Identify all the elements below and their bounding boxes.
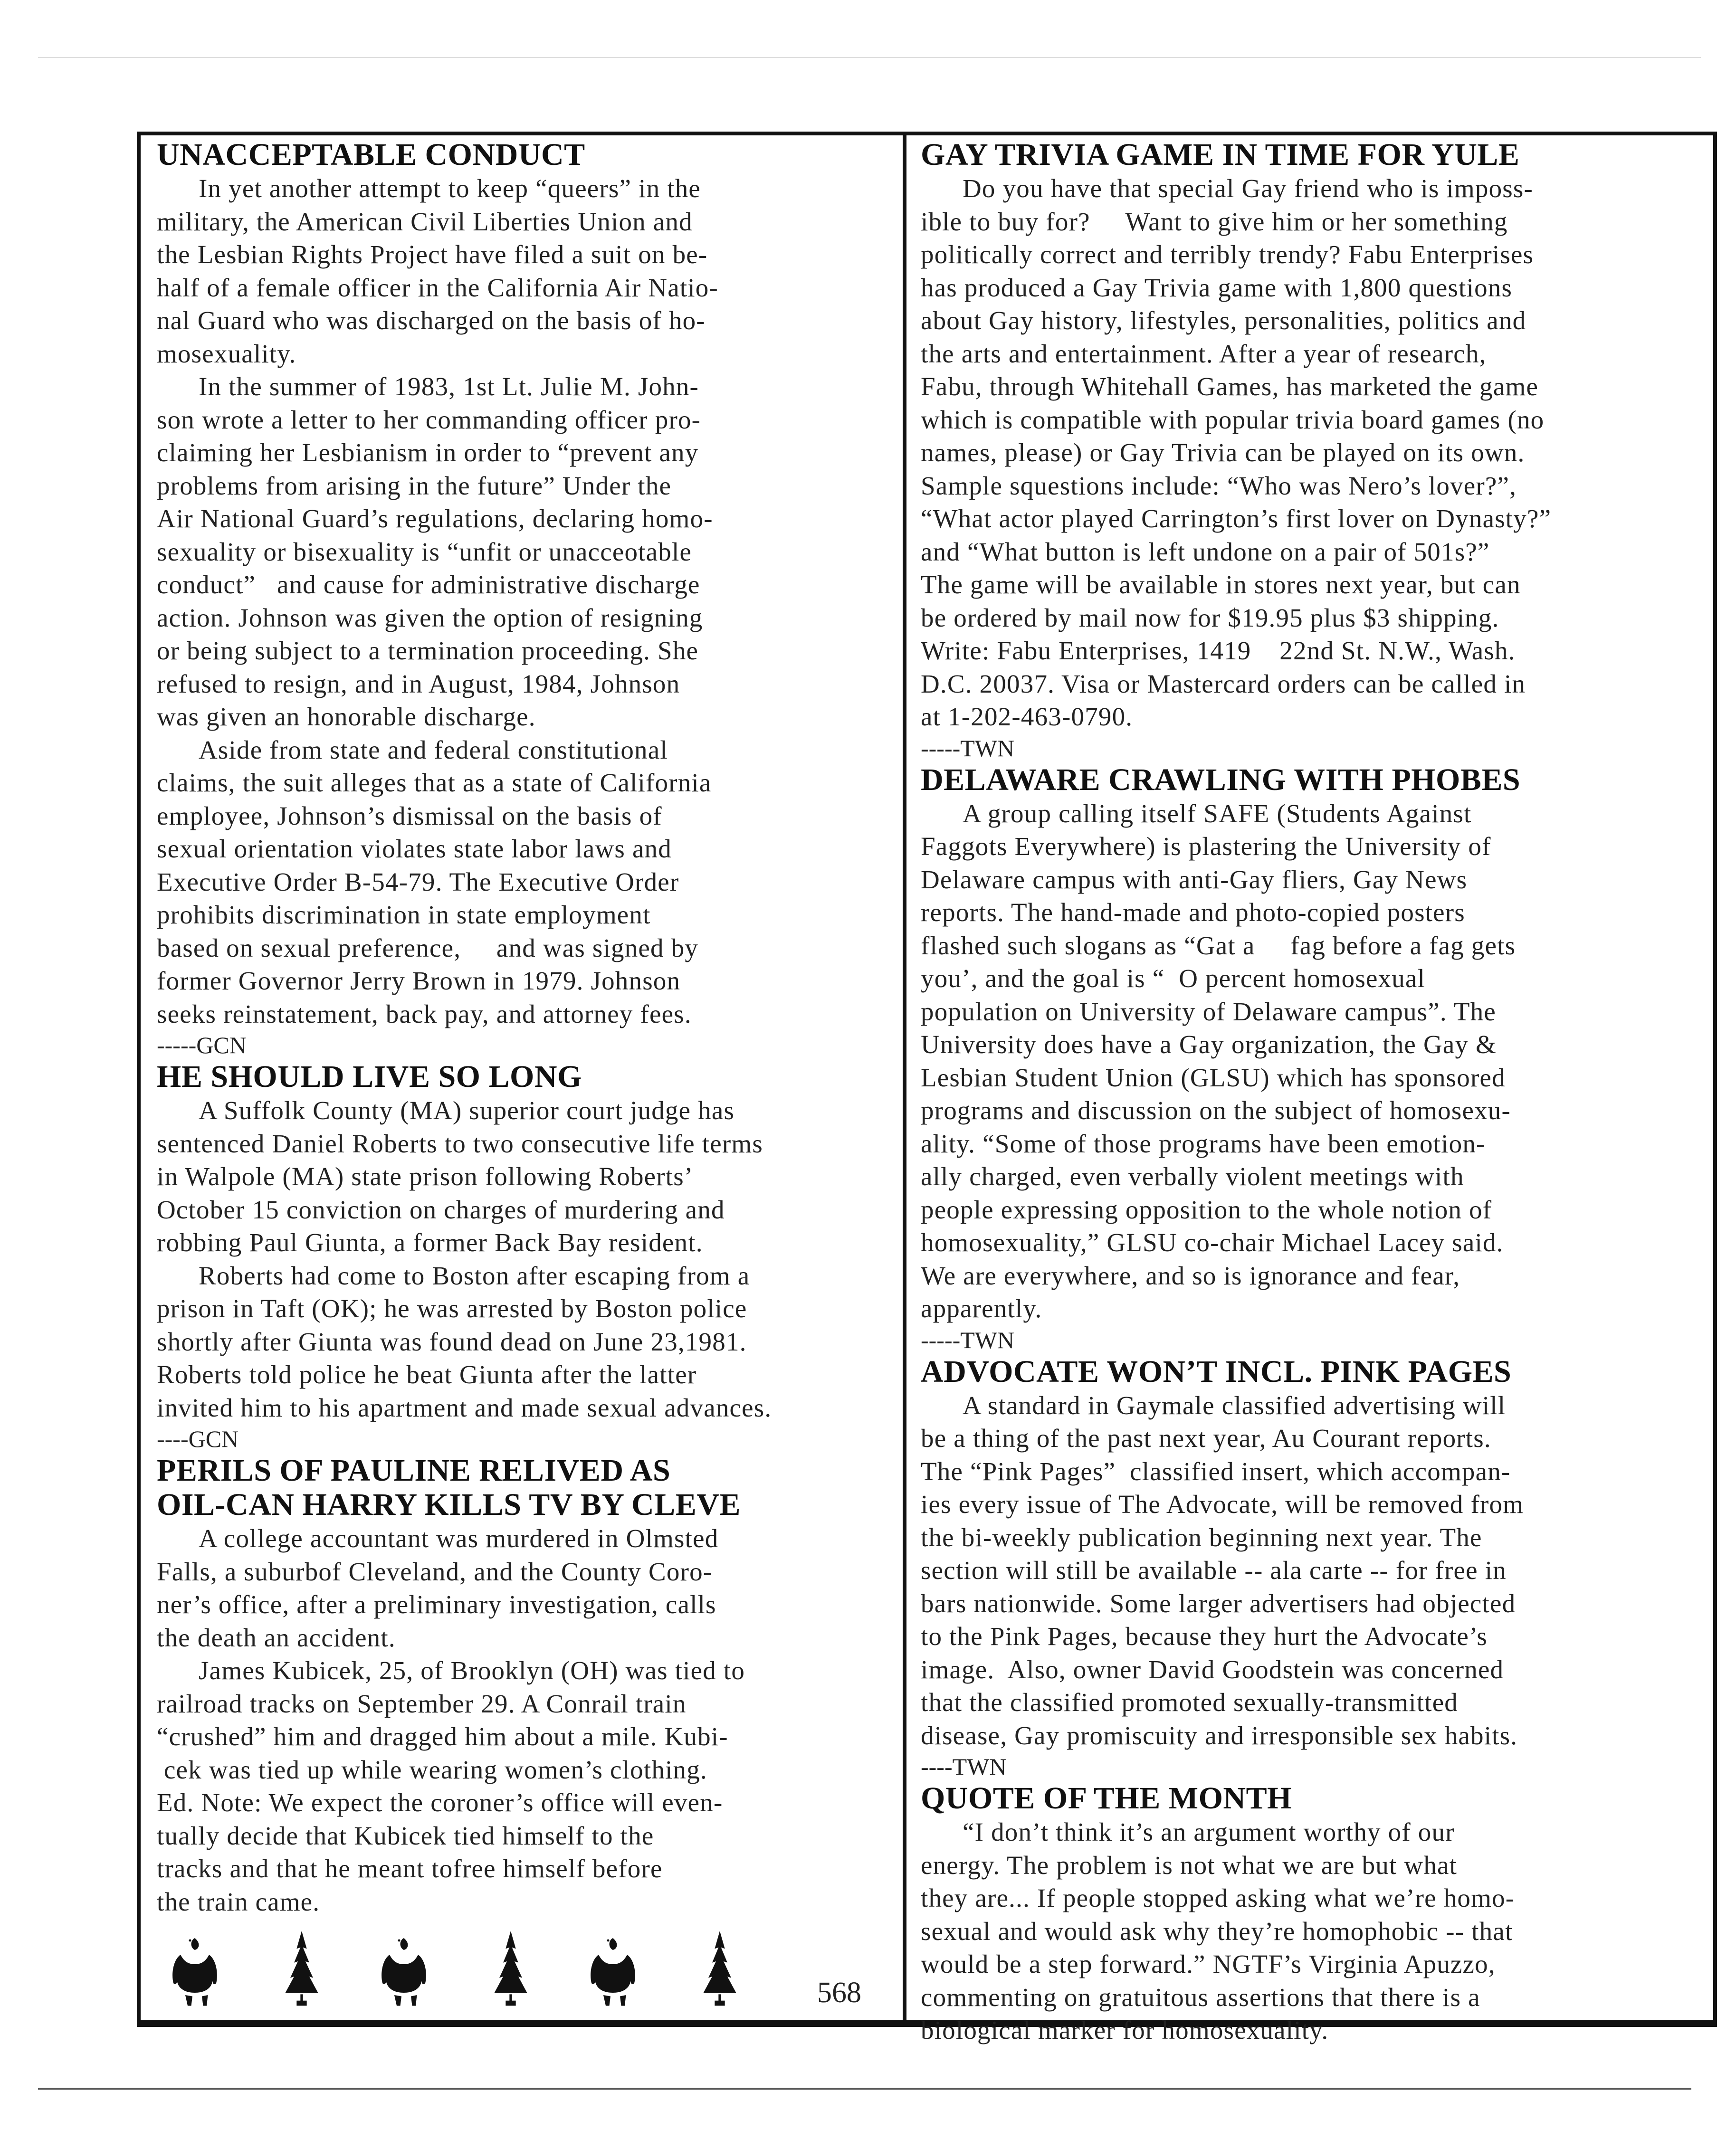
text-line: at 1-202-463-0790. xyxy=(921,702,1133,731)
text-line: ner’s office, after a preliminary investigation, calls xyxy=(157,1590,716,1619)
article xyxy=(157,1060,898,1454)
text-line: was given an honorable discharge. xyxy=(157,702,536,731)
text-line: “What actor played Carrington’s first lover on Dynasty?” xyxy=(921,504,1552,533)
article-paragraph xyxy=(921,172,1709,733)
text-line: In the summer of 1983, 1st Lt. Julie M. John- xyxy=(199,372,699,401)
article-signoff: -----TWN xyxy=(921,1326,1015,1353)
text-line: or being subject to a termination proceeding. She xyxy=(157,636,699,665)
text-line: the train came. xyxy=(157,1887,320,1916)
text-line: apparently. xyxy=(921,1294,1042,1323)
text-line: sexual orientation violates state labor laws and xyxy=(157,834,672,863)
text-line: Falls, a suburbof Cleveland, and the County Coro- xyxy=(157,1557,713,1586)
column-divider xyxy=(903,132,906,2027)
text-line: A standard in Gaymale classified advertising will xyxy=(963,1390,1506,1420)
text-line: University does have a Gay organization, the Gay & xyxy=(921,1030,1497,1059)
text-line: A Suffolk County (MA) superior court judge has xyxy=(199,1096,735,1125)
article-paragraph xyxy=(921,797,1709,1325)
text-line: Do you have that special Gay friend who is imposs- xyxy=(963,174,1534,203)
text-line: the arts and entertainment. After a year of research, xyxy=(921,339,1487,368)
text-line: they are... If people stopped asking what we’re homo- xyxy=(921,1883,1515,1912)
text-line: son wrote a letter to her commanding officer pro- xyxy=(157,405,701,434)
text-line: reports. The hand-made and photo-copied posters xyxy=(921,898,1465,927)
article-paragraph xyxy=(157,1259,898,1425)
text-line: that the classified promoted sexually-transmitted xyxy=(921,1688,1459,1717)
scan-edge-top xyxy=(38,57,1701,58)
text-line: flashed such slogans as “Gat a fag before a fag gets xyxy=(921,931,1516,960)
text-line: Air National Guard’s regulations, declaring homo- xyxy=(157,504,713,533)
text-line: Roberts had come to Boston after escaping from a xyxy=(199,1261,750,1290)
tree-icon xyxy=(489,1931,532,2009)
text-line: employee, Johnson’s dismissal on the basis of xyxy=(157,801,662,830)
text-line: you’, and the goal is “ O percent homosexual xyxy=(921,964,1426,993)
text-line: would be a step forward.” NGTF’s Virginia Apuzzo, xyxy=(921,1949,1496,1978)
text-line: programs and discussion on the subject of homosexu- xyxy=(921,1096,1511,1125)
text-line: shortly after Giunta was found dead on June 23,1981. xyxy=(157,1327,747,1356)
text-line: names, please) or Gay Trivia can be played on its own. xyxy=(921,438,1525,467)
text-line: The game will be available in stores next year, but can xyxy=(921,570,1521,599)
text-line: and “What button is left undone on a pair of 501s?” xyxy=(921,537,1490,566)
right-column xyxy=(921,138,1709,2047)
text-line: people expressing opposition to the whole notion of xyxy=(921,1195,1492,1224)
text-line: The “Pink Pages” classified insert, which accompan- xyxy=(921,1456,1511,1486)
text-line: politically correct and terribly trendy? Fabu Enterprises xyxy=(921,240,1534,269)
text-line: prison in Taft (OK); he was arrested by Boston police xyxy=(157,1294,747,1323)
text-line: in Walpole (MA) state prison following Roberts’ xyxy=(157,1162,694,1191)
text-line: Fabu, through Whitehall Games, has marketed the game xyxy=(921,372,1539,401)
scan-edge-bottom xyxy=(38,2088,1691,2090)
text-line: based on sexual preference, and was signed by xyxy=(157,933,699,962)
text-line: nal Guard who was discharged on the basis of ho- xyxy=(157,306,706,335)
text-line: tracks and that he meant tofree himself before xyxy=(157,1854,663,1883)
article-paragraph xyxy=(157,1094,898,1259)
article-paragraph xyxy=(157,1654,898,1918)
text-line: ible to buy for? Want to give him or her something xyxy=(921,207,1508,236)
text-line: Sample squestions include: “Who was Nero’s lover?”, xyxy=(921,471,1517,500)
text-line: railroad tracks on September 29. A Conrail train xyxy=(157,1689,687,1718)
text-line: military, the American Civil Liberties Union and xyxy=(157,207,693,236)
article xyxy=(921,1781,1709,2047)
text-line: section will still be available -- ala carte -- for free in xyxy=(921,1556,1507,1585)
text-line: refused to resign, and in August, 1984, Johnson xyxy=(157,669,680,698)
text-line: Ed. Note: We expect the coroner’s office will even- xyxy=(157,1788,723,1817)
text-line: D.C. 20037. Visa or Mastercard orders can be called in xyxy=(921,669,1526,698)
decoration-row xyxy=(143,1938,770,2009)
article-signoff: -----TWN xyxy=(921,734,1015,761)
article xyxy=(157,1454,898,1918)
text-line: biological marker for homosexuality. xyxy=(921,2016,1329,2044)
text-line: claims, the suit alleges that as a state of California xyxy=(157,768,712,797)
text-line: image. Also, owner David Goodstein was concerned xyxy=(921,1655,1504,1684)
text-line: cek was tied up while wearing women’s clothing. xyxy=(157,1755,707,1784)
text-line: energy. The problem is not what we are but what xyxy=(921,1850,1458,1880)
text-line: half of a female officer in the California Air Natio- xyxy=(157,273,718,302)
text-line: Delaware campus with anti-Gay fliers, Gay News xyxy=(921,865,1468,894)
santa-icon xyxy=(380,1936,432,2009)
article-signoff: ----GCN xyxy=(157,1426,239,1452)
text-line: problems from arising in the future” Under the xyxy=(157,471,672,500)
text-line: conduct” and cause for administrative discharge xyxy=(157,570,700,599)
text-line: claiming her Lesbianism in order to “prevent any xyxy=(157,438,699,467)
tree-icon xyxy=(698,1931,741,2009)
text-line: mosexuality. xyxy=(157,339,296,368)
text-line: about Gay history, lifestyles, personalities, politics and xyxy=(921,306,1526,335)
text-line: robbing Paul Giunta, a former Back Bay resident. xyxy=(157,1228,703,1257)
article xyxy=(157,138,898,1060)
article xyxy=(921,138,1709,763)
article-paragraph xyxy=(157,733,898,1031)
text-line: action. Johnson was given the option of resigning xyxy=(157,603,703,632)
text-line: A college accountant was murdered in Olmsted xyxy=(199,1524,719,1553)
santa-icon xyxy=(171,1936,223,2009)
article-heading: OIL-CAN HARRY KILLS TV BY CLEVE xyxy=(157,1487,741,1522)
page-number: 568 xyxy=(817,1977,861,2009)
article-heading: UNACCEPTABLE CONDUCT xyxy=(157,137,585,172)
article-heading: HE SHOULD LIVE SO LONG xyxy=(157,1059,582,1094)
text-line: the death an accident. xyxy=(157,1623,396,1652)
text-line: which is compatible with popular trivia board games (no xyxy=(921,405,1545,434)
article-paragraph xyxy=(157,1522,898,1654)
text-line: the bi-weekly publication beginning next year. The xyxy=(921,1522,1482,1552)
text-line: be ordered by mail now for $19.95 plus $3 shipping. xyxy=(921,603,1499,632)
article-heading: PERILS OF PAULINE RELIVED AS xyxy=(157,1453,671,1488)
article-heading: ADVOCATE WON’T INCL. PINK PAGES xyxy=(921,1354,1512,1389)
text-line: prohibits discrimination in state employment xyxy=(157,900,651,929)
text-line: Aside from state and federal constitutional xyxy=(199,735,668,764)
text-line: ally charged, even verbally violent meetings with xyxy=(921,1162,1464,1191)
text-line: Faggots Everywhere) is plastering the University of xyxy=(921,832,1491,861)
text-line: has produced a Gay Trivia game with 1,800 questions xyxy=(921,273,1513,302)
text-line: be a thing of the past next year, Au Courant reports. xyxy=(921,1424,1491,1453)
text-line: bars nationwide. Some larger advertisers had objected xyxy=(921,1588,1516,1618)
text-line: sexuality or bisexuality is “unfit or unacceotable xyxy=(157,537,692,566)
article-heading: QUOTE OF THE MONTH xyxy=(921,1781,1292,1816)
text-line: homosexuality,” GLSU co-chair Michael Lacey said. xyxy=(921,1228,1504,1257)
text-line: sentenced Daniel Roberts to two consecutive life terms xyxy=(157,1129,763,1158)
article-paragraph xyxy=(921,1816,1709,2047)
tree-icon xyxy=(280,1931,323,2009)
text-line: the Lesbian Rights Project have filed a suit on be- xyxy=(157,240,708,269)
text-line: Lesbian Student Union (GLSU) which has sponsored xyxy=(921,1063,1506,1092)
text-line: sexual and would ask why they’re homophobic -- that xyxy=(921,1916,1513,1946)
text-line: In yet another attempt to keep “queers” in the xyxy=(199,174,701,203)
article-heading: GAY TRIVIA GAME IN TIME FOR YULE xyxy=(921,137,1520,172)
article-signoff: -----GCN xyxy=(157,1032,247,1058)
text-line: We are everywhere, and so is ignorance and fear, xyxy=(921,1261,1460,1290)
article-paragraph xyxy=(157,370,898,733)
text-line: Executive Order B-54-79. The Executive Order xyxy=(157,867,679,896)
article-paragraph xyxy=(157,172,898,370)
text-line: population on University of Delaware campus”. The xyxy=(921,997,1496,1026)
text-line: A group calling itself SAFE (Students Against xyxy=(963,799,1472,828)
left-column xyxy=(157,138,898,1918)
article-signoff: ----TWN xyxy=(921,1753,1007,1780)
article xyxy=(921,763,1709,1355)
text-line: to the Pink Pages, because they hurt the Advocate’s xyxy=(921,1622,1488,1651)
text-line: invited him to his apartment and made sexual advances. xyxy=(157,1393,772,1422)
text-line: James Kubicek, 25, of Brooklyn (OH) was tied to xyxy=(199,1656,745,1685)
text-line: ies every issue of The Advocate, will be removed from xyxy=(921,1490,1524,1519)
text-line: “crushed” him and dragged him about a mile. Kubi- xyxy=(157,1722,728,1751)
text-line: Roberts told police he beat Giunta after the latter xyxy=(157,1360,697,1389)
text-line: commenting on gratuitous assertions that there is a xyxy=(921,1982,1480,2012)
text-line: ality. “Some of those programs have been emotion- xyxy=(921,1129,1486,1158)
text-line: Write: Fabu Enterprises, 1419 22nd St. N.W., Wash. xyxy=(921,636,1516,665)
text-line: seeks reinstatement, back pay, and attorney fees. xyxy=(157,999,692,1028)
article-heading: DELAWARE CRAWLING WITH PHOBES xyxy=(921,762,1521,797)
text-line: tually decide that Kubicek tied himself to the xyxy=(157,1821,654,1850)
article xyxy=(921,1355,1709,1782)
santa-icon xyxy=(589,1936,641,2009)
article-paragraph xyxy=(921,1389,1709,1752)
text-line: disease, Gay promiscuity and irresponsible sex habits. xyxy=(921,1721,1518,1750)
text-line: “I don’t think it’s an argument worthy of our xyxy=(963,1817,1455,1846)
text-line: former Governor Jerry Brown in 1979. Johnson xyxy=(157,966,681,995)
text-line: October 15 conviction on charges of murdering and xyxy=(157,1195,725,1224)
